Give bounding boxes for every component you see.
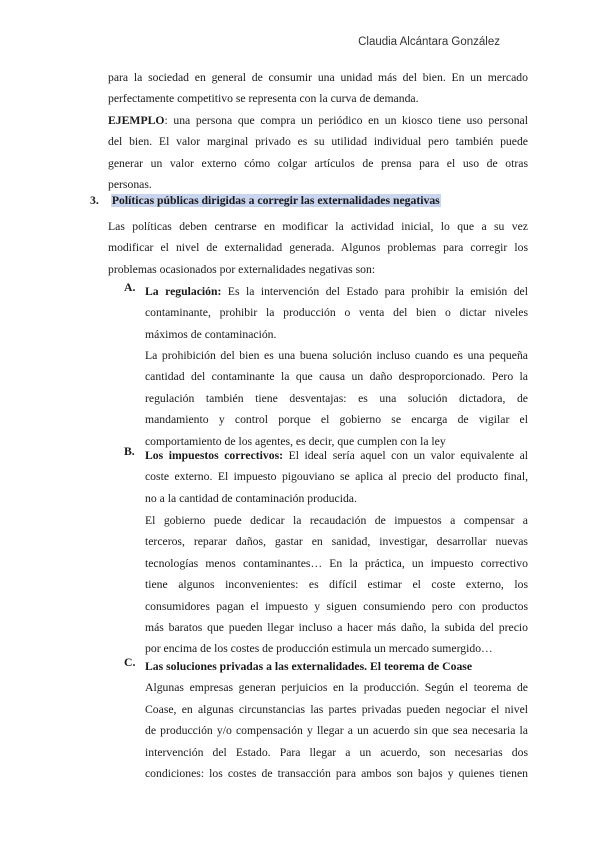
item-a-paragraph-2 [145, 345, 528, 452]
text-line: perfectamente competitivo se representa con la curva de demanda. [108, 92, 419, 106]
example-text: : una persona que compra un periódico en un kiosco tiene uso personal [164, 114, 528, 127]
text-line [108, 110, 528, 131]
text-line: del bien. El valor marginal privado es su utilidad individual pero también puede [108, 135, 528, 149]
text-line: condiciones: los costes de transacción para ambos son bajos y quienes tienen [145, 767, 528, 781]
text-line: de producción y/o compensación y llegar a un acuerdo sin que sea necesaria la [145, 724, 528, 738]
header-author: Claudia Alcántara González [358, 36, 500, 48]
item-b-paragraph [145, 445, 528, 509]
text-line: cantidad del contaminante la que causa un daño desproporcionado. Pero la [145, 370, 528, 384]
section-body [108, 216, 528, 280]
text-line: tiene algunos inconvenientes: es difícil estimar el coste externo, los [145, 578, 528, 592]
text-line: máximos de contaminación. [145, 327, 277, 341]
item-title: La regulación: [145, 285, 222, 298]
text-line: personas. [108, 178, 152, 192]
item-letter: C. [124, 656, 136, 669]
text-line: no a la cantidad de contaminación producida. [145, 491, 357, 505]
text-line: generar un valor externo cómo colgar artículos de prensa para el uso de otras [108, 156, 528, 170]
item-b-paragraph-2 [145, 510, 528, 660]
text-line: modificar el nivel de externalidad generada. Algunos problemas para corregir los [108, 241, 528, 255]
example-paragraph [108, 110, 528, 196]
item-letter: A. [124, 281, 136, 294]
text-line: La prohibición del bien es una buena solución incluso cuando es una pequeña [145, 349, 528, 362]
section-number: 3. [90, 194, 99, 207]
item-c-paragraph [145, 656, 528, 784]
text-line: problemas ocasionados por externalidades negativas son: [108, 262, 376, 276]
item-text: El ideal sería aquel con un valor equivalente al [283, 449, 528, 462]
section-heading [90, 194, 441, 207]
text-line: por encima de los costes de producción estimula un mercado sumergido… [145, 642, 493, 656]
text-line: intervención del Estado. Para llegar a un acuerdo, son necesarias dos [145, 745, 528, 759]
text-line: Las políticas deben centrarse en modificar la actividad inicial, lo que a su vez [108, 220, 528, 233]
section-title: Políticas públicas dirigidas a corregir las externalidades negativas [111, 194, 440, 207]
text-line: regulación también tiene desventajas: es una solución dictadora, de [145, 391, 528, 405]
text-line: Coase, en algunas circunstancias las partes privadas pueden negociar el nivel [145, 702, 528, 716]
text-line: mandamiento y control porque el gobierno se encarga de vigilar el [145, 413, 528, 427]
text-line: Algunas empresas generan perjuicios en la producción. Según el teorema de [145, 681, 528, 695]
text-line: contaminante, prohibir la producción o venta del bien o dictar niveles [145, 306, 528, 320]
item-title: Las soluciones privadas a las externalidades. El teorema de Coase [145, 660, 473, 673]
item-letter: B. [124, 445, 135, 458]
text-line: más baratos que pueden llegar incluso a hacer más daño, la subida del precio [145, 621, 528, 635]
item-a-paragraph [145, 281, 528, 345]
item-title: Los impuestos correctivos: [145, 449, 284, 462]
text-line: terceros, reparar daños, gastar en sanidad, investigar, desarrollar nuevas [145, 535, 528, 549]
text-line: para la sociedad en general de consumir una unidad más del bien. En un mercado [108, 71, 528, 84]
text-line: tecnologías menos contaminantes… En la práctica, un impuesto correctivo [145, 556, 528, 570]
text-line: consumidores pagan el impuesto y siguen consumiendo pero con productos [145, 599, 528, 613]
text-line [145, 281, 528, 302]
text-line: coste externo. El impuesto pigouviano se aplica al precio del producto final, [145, 470, 528, 484]
intro-paragraph [108, 67, 528, 110]
item-text: Es la intervención del Estado para prohibir la emisión del [221, 285, 528, 298]
text-line [145, 445, 528, 466]
text-line: comportamiento de los agentes, es decir, que cumplen con la ley [145, 434, 446, 448]
example-label: EJEMPLO [108, 114, 165, 127]
text-line: El gobierno puede dedicar la recaudación de impuestos a compensar a [145, 514, 528, 527]
